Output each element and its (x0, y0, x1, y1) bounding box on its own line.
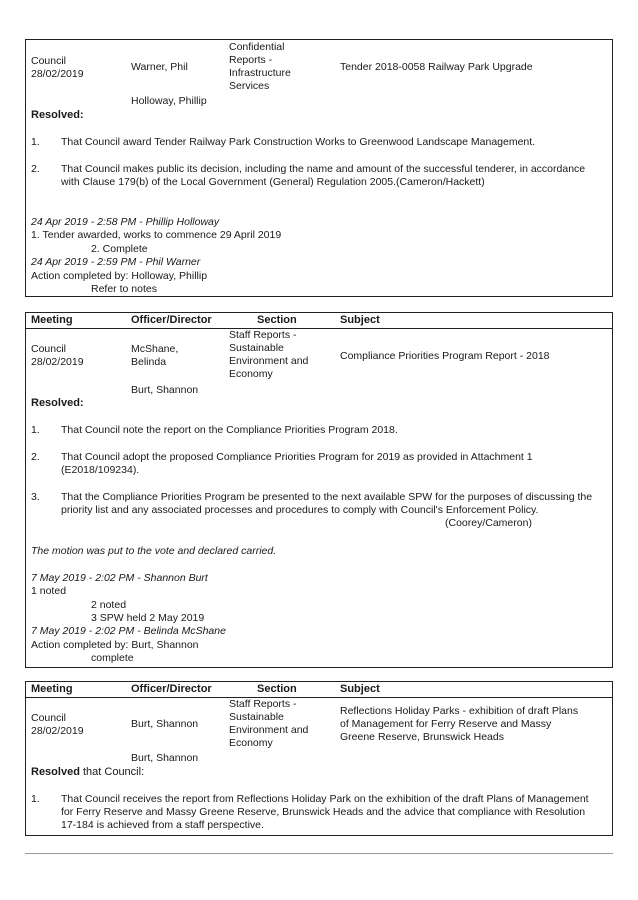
resolution-block-2 (25, 312, 613, 668)
officer-line: McShane, (131, 343, 179, 355)
subject-cell: Compliance Priorities Program Report - 2018 (340, 350, 550, 362)
resolution-point (31, 451, 602, 477)
section-line: Staff Reports - (229, 329, 297, 341)
table-header (26, 682, 612, 698)
subject-cell (340, 705, 578, 744)
meeting-date: 28/02/2019 (31, 68, 84, 80)
meeting-cell (31, 343, 84, 369)
section-line: Environment and (229, 724, 309, 736)
note-timestamp: 7 May 2019 - 2:02 PM - Shannon Burt (31, 572, 208, 584)
director-cell: Holloway, Phillip (131, 95, 207, 107)
section-line: Staff Reports - (229, 698, 297, 710)
section-line: Sustainable (229, 342, 284, 354)
subject-line: Reflections Holiday Parks - exhibition of draft Plans (340, 705, 579, 717)
meeting-cell (31, 712, 84, 738)
section-cell (229, 41, 291, 93)
meeting-name: Council (31, 55, 67, 67)
point-text: That Council adopt the proposed Compliance Priorities Program for 2019 as provided in Attachment 1 (E2018/109234). (61, 451, 533, 476)
resolution-point (31, 163, 602, 189)
note-line: 1. Tender awarded, works to commence 29 April 2019 (31, 229, 282, 241)
point-text: That the Compliance Priorities Program be presented to the next available SPW for the purposes of discussing the priority list and any associated processes and procedures to comply with Council's Enforcement Policy. (61, 491, 593, 516)
table-header (26, 313, 612, 329)
point-text: That Council receives the report from Reflections Holiday Park on the exhibition of the draft Plans of Management for Ferry Reserve and Massy Greene Reserve, Brunswick Heads and the advice that compliance with Resolution 17-184 is achieved from a staff perspective. (61, 793, 589, 831)
meeting-cell (31, 55, 84, 81)
motion-text: The motion was put to the vote and declared carried. (31, 545, 277, 557)
header-officer: Officer/Director (131, 683, 212, 695)
note-line: 2. Complete (91, 243, 148, 255)
point-number: 3. (31, 491, 40, 503)
note-line: Action completed by: Holloway, Phillip (31, 270, 208, 282)
officer-line: Belinda (131, 356, 167, 368)
director-cell: Burt, Shannon (131, 384, 199, 396)
point-number: 1. (31, 136, 40, 148)
section-line: Reports - (229, 54, 273, 66)
resolved-rest: that Council: (79, 766, 145, 778)
note-line: 2 noted (91, 599, 127, 611)
resolution-block-3 (25, 681, 613, 836)
resolution-point (31, 491, 602, 529)
meeting-name: Council (31, 712, 67, 724)
section-line: Infrastructure (229, 67, 291, 79)
resolved-bold: Resolved (31, 766, 80, 778)
header-meeting: Meeting (31, 314, 73, 326)
point-text: That Council note the report on the Compliance Priorities Program 2018. (61, 424, 398, 436)
note-line: 1 noted (31, 585, 67, 597)
note-line: 3 SPW held 2 May 2019 (91, 612, 205, 624)
meeting-date: 28/02/2019 (31, 356, 84, 368)
point-text: That Council award Tender Railway Park Construction Works to Greenwood Landscape Management. (61, 136, 536, 148)
point-number: 1. (31, 424, 40, 436)
point-number: 2. (31, 451, 40, 463)
note-timestamp: 24 Apr 2019 - 2:59 PM - Phil Warner (31, 256, 201, 268)
note-timestamp: 7 May 2019 - 2:02 PM - Belinda McShane (31, 625, 226, 637)
section-line: Economy (229, 737, 273, 749)
section-line: Services (229, 80, 270, 92)
subject-cell: Tender 2018-0058 Railway Park Upgrade (340, 61, 533, 73)
section-line: Environment and (229, 355, 309, 367)
resolved-label (31, 766, 144, 778)
header-subject: Subject (340, 314, 380, 326)
point-text: That Council makes public its decision, including the name and amount of the successful tenderer, in accordance with Clause 179(b) of the Local Government (General) Regulation 2005.(Cameron/Hackett) (61, 163, 586, 188)
resolved-label: Resolved: (31, 109, 84, 121)
mover-seconder: (Coorey/Cameron) (445, 517, 532, 529)
section-cell (229, 698, 308, 750)
section-cell (229, 329, 308, 381)
resolution-point (31, 136, 602, 149)
point-number: 1. (31, 793, 40, 805)
header-section: Section (257, 314, 297, 326)
section-line: Sustainable (229, 711, 284, 723)
header-officer: Officer/Director (131, 314, 212, 326)
officer-cell: Warner, Phil (131, 61, 188, 73)
note-line: complete (91, 652, 134, 664)
officer-cell: Burt, Shannon (131, 718, 199, 730)
header-meeting: Meeting (31, 683, 73, 695)
footer-divider (25, 853, 613, 854)
header-subject: Subject (340, 683, 380, 695)
resolution-point (31, 424, 602, 437)
note-timestamp: 24 Apr 2019 - 2:58 PM - Phillip Holloway (31, 216, 220, 228)
subject-line: Greene Reserve, Brunswick Heads (340, 731, 504, 743)
resolution-block-1 (25, 39, 613, 297)
meeting-date: 28/02/2019 (31, 725, 84, 737)
subject-line: of Management for Ferry Reserve and Massy (340, 718, 552, 730)
officer-cell (131, 343, 178, 369)
note-line: Refer to notes (91, 283, 157, 295)
section-line: Confidential (229, 41, 285, 53)
header-section: Section (257, 683, 297, 695)
resolved-label: Resolved: (31, 397, 84, 409)
point-number: 2. (31, 163, 40, 175)
resolution-point (31, 793, 602, 832)
meeting-name: Council (31, 343, 67, 355)
section-line: Economy (229, 368, 273, 380)
note-line: Action completed by: Burt, Shannon (31, 639, 199, 651)
director-cell: Burt, Shannon (131, 752, 199, 764)
